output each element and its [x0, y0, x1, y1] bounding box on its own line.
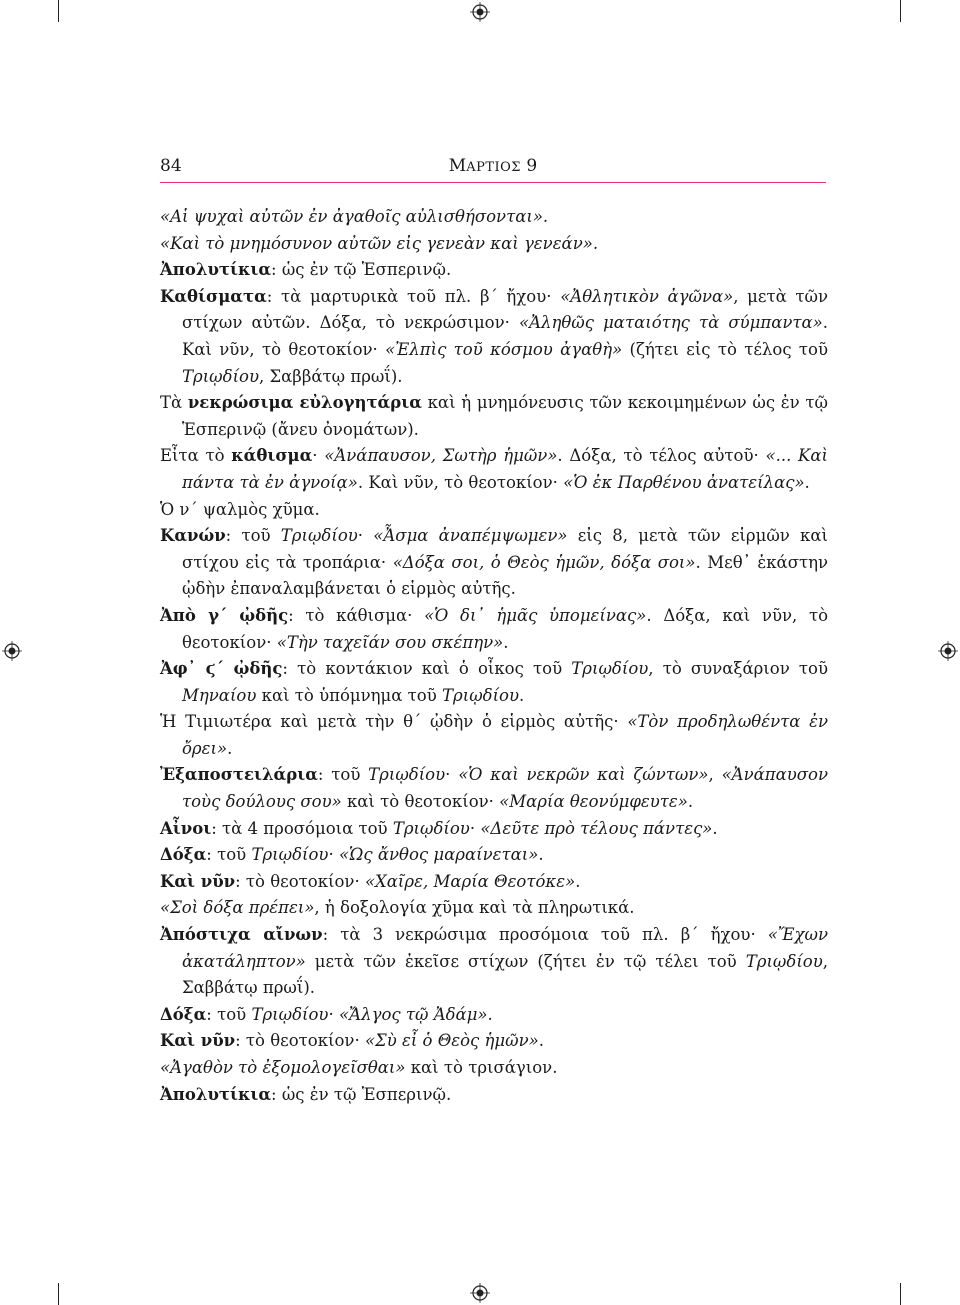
plain-text: ·	[328, 845, 339, 865]
italic-text: «Ἀγαθὸν τὸ ἐξομολογεῖσθαι»	[160, 1058, 406, 1077]
italic-text: «... Καὶ πάντα τὰ ἐν ἀγνοίᾳ»	[182, 446, 828, 492]
italic-text: «Ἆσμα ἀναπέμψωμεν»	[373, 526, 568, 546]
rubric-paragraph	[160, 922, 828, 1002]
plain-text: .	[487, 1004, 493, 1024]
bold-heading: Ἐξαποστειλάρια	[160, 765, 318, 785]
bold-heading: Ἀπολυτίκια	[160, 260, 272, 280]
rubric-paragraph	[160, 257, 828, 284]
rubric-paragraph	[160, 1028, 828, 1055]
plain-text: : τοῦ	[206, 845, 252, 865]
italic-text: Τριῳδίου	[745, 951, 823, 971]
rubric-paragraph	[160, 231, 828, 258]
crop-mark-top-left	[58, 0, 59, 22]
italic-text: «Μαρία θεονύμφευτε»	[499, 792, 688, 812]
plain-text: Εἶτα τὸ	[160, 446, 232, 466]
plain-text: : τὸ θεοτοκίον·	[235, 1031, 365, 1051]
header-month-initial: Μ	[448, 156, 467, 176]
rubric-paragraph	[160, 1082, 828, 1109]
italic-text: Τριῳδίου	[442, 685, 520, 705]
header-rule	[160, 182, 826, 183]
plain-text: .	[227, 738, 233, 758]
bold-heading: Ἀπόστιχα αἴνων	[160, 925, 323, 945]
rubric-paragraph	[160, 204, 828, 231]
bold-heading: Αἶνοι	[160, 818, 212, 838]
plain-text: . Μεθ᾽ ἑκάστην ᾠδὴν ἐπαναλαμβάνεται ὁ εἱρμὸς αὐτῆς.	[182, 552, 828, 599]
plain-text: ·	[445, 765, 459, 785]
plain-text: : τοῦ	[206, 1004, 252, 1024]
italic-text: «Ἀνάπαυσον τοὺς δούλους σου»	[182, 765, 828, 812]
bold-heading: Ἀφ᾽ ϛ΄ ᾠδῆς	[160, 659, 283, 679]
plain-text: , μετὰ τῶν στίχων αὐτῶν. Δόξα, τὸ νεκρώσιμον·	[182, 286, 829, 333]
registration-mark-top-icon	[470, 2, 490, 22]
rubric-paragraph	[160, 523, 828, 603]
plain-text: εἰς 8, μετὰ τῶν εἱρμῶν καὶ στίχου εἰς τὰ τροπάρια·	[182, 526, 828, 572]
italic-text: Τριῳδίου	[368, 765, 446, 785]
italic-text: «Σὺ εἶ ὁ Θεὸς ἡμῶν»	[364, 1031, 539, 1051]
rubric-paragraph	[160, 842, 828, 869]
plain-text: . Δόξα, καὶ νῦν, τὸ θεοτοκίον·	[182, 605, 829, 652]
plain-text: : τὰ μαρτυρικὰ τοῦ πλ. β΄ ἤχου·	[266, 286, 561, 306]
plain-text: Τὰ	[160, 393, 188, 413]
plain-text: .	[538, 845, 544, 865]
italic-text: «Αἱ ψυχαὶ αὐτῶν ἐν ἀγαθοῖς αὐλισθήσονται».	[160, 207, 549, 226]
bold-heading: Ἀπὸ γ΄ ᾠδῆς	[160, 605, 289, 625]
rubric-paragraph	[160, 895, 828, 922]
crop-mark-top-right	[900, 0, 901, 22]
plain-text: : ὡς ἐν τῷ Ἑσπερινῷ.	[271, 260, 452, 280]
plain-text: καὶ τὸ τρισάγιον.	[405, 1058, 558, 1077]
plain-text: .	[503, 632, 509, 652]
header-day: 9	[526, 156, 538, 176]
rubric-paragraph	[160, 869, 828, 896]
plain-text: , Σαββάτῳ πρωΐ).	[182, 951, 828, 998]
header-month-rest: ΑΡΤΙΟΣ	[466, 160, 521, 175]
italic-text: «Ἀνάπαυσον, Σωτὴρ ἡμῶν»	[324, 446, 558, 466]
italic-text: «Ἔχων ἀκατάληπτον»	[182, 925, 828, 971]
italic-text: «Ἄλγος τῷ Ἀδάμ»	[338, 1004, 488, 1024]
bold-heading: Καὶ νῦν	[160, 1031, 236, 1051]
rubric-paragraph	[160, 497, 828, 524]
italic-text: Τριῳδίου	[571, 659, 649, 679]
plain-text: καὶ τὸ ὑπόμνημα τοῦ	[256, 685, 443, 705]
bold-heading: Δόξα	[160, 1004, 207, 1024]
registration-mark-right-icon	[938, 641, 958, 661]
italic-text: Τριῳδίου	[280, 526, 358, 546]
running-header	[160, 156, 826, 182]
plain-text: : τὰ 4 προσόμοια τοῦ	[211, 818, 393, 838]
plain-text: .	[712, 818, 718, 838]
rubric-paragraph	[160, 603, 828, 656]
plain-text: . Καὶ νῦν, τὸ θεοτοκίον·	[182, 313, 829, 359]
plain-text: : τὰ 3 νεκρώσιμα προσόμοια τοῦ πλ. β΄ ἤχου·	[322, 925, 768, 945]
italic-text: Τριῳδίου	[251, 845, 329, 865]
plain-text: καὶ ἡ μνημόνευσις τῶν κεκοιμημένων ὡς ἐν τῷ Ἑσπερινῷ (ἄνευ ὀνομάτων).	[182, 393, 828, 439]
plain-text: (ζήτει εἰς τὸ τέλος τοῦ	[622, 339, 828, 359]
plain-text: , ἡ δοξολογία χῦμα καὶ τὰ πληρωτικά.	[314, 898, 635, 918]
plain-text: ·	[328, 1004, 339, 1024]
registration-mark-bottom-icon	[470, 1283, 490, 1303]
crop-mark-bottom-left	[58, 1283, 59, 1305]
bold-heading: Κανών	[160, 526, 226, 546]
bold-heading: Δόξα	[160, 845, 207, 865]
italic-text: «Χαῖρε, Μαρία Θεοτόκε»	[364, 871, 576, 891]
plain-text: ·	[469, 818, 481, 838]
plain-text: : τοῦ	[225, 526, 281, 546]
registration-mark-left-icon	[2, 641, 22, 661]
bold-heading: κάθισμα	[231, 446, 313, 466]
bold-heading: Ἀπολυτίκια	[160, 1084, 272, 1104]
plain-text: : τὸ κάθισμα·	[288, 605, 425, 625]
plain-text: μετὰ τῶν ἐκεῖσε στίχων (ζήτει ἐν τῷ τέλει τοῦ	[305, 951, 746, 971]
plain-text: .	[687, 792, 694, 812]
italic-text: Τριῳδίου	[251, 1004, 329, 1024]
bold-heading: Καθίσματα	[160, 286, 267, 306]
crop-mark-bottom-right	[900, 1283, 901, 1305]
rubric-paragraph	[160, 284, 828, 390]
italic-text: «Ὡς ἄνθος μαραίνεται»	[338, 845, 539, 865]
plain-text: , τὸ συναξάριον τοῦ	[648, 659, 828, 679]
italic-text: «Τὸν προδηλωθέντα ἐν ὄρει»	[182, 712, 828, 758]
header-title	[160, 156, 826, 176]
italic-text: «Ὁ καὶ νεκρῶν καὶ ζώντων»	[458, 765, 709, 785]
bold-heading: Καὶ νῦν	[160, 871, 236, 891]
rubric-paragraph	[160, 390, 828, 443]
plain-text: . Δόξα, τὸ τέλος αὐτοῦ·	[557, 446, 766, 466]
plain-text: Ἡ Τιμιωτέρα καὶ μετὰ τὴν θ΄ ᾠδὴν ὁ εἱρμὸς αὐτῆς·	[160, 712, 628, 732]
plain-text: ·	[312, 446, 325, 466]
plain-text: .	[519, 685, 525, 705]
bold-heading: νεκρώσιμα εὐλογητάρια	[187, 393, 422, 413]
page-number: 84	[160, 156, 182, 176]
plain-text: : τὸ θεοτοκίον·	[235, 871, 365, 891]
italic-text: «Δεῦτε πρὸ τέλους πάντες»	[480, 818, 713, 838]
rubric-paragraph	[160, 709, 828, 762]
italic-text: «Ὁ ἐκ Παρθένου ἀνατείλας»	[563, 472, 805, 492]
italic-text: «Ἐλπὶς τοῦ κόσμου ἀγαθὴ»	[385, 339, 623, 359]
rubric-paragraph	[160, 1002, 828, 1029]
italic-text: «Ἀληθῶς ματαιότης τὰ σύμπαντα»	[519, 313, 823, 333]
italic-text: Μηναίου	[182, 685, 257, 705]
italic-text: Τριῳδίου	[182, 366, 259, 386]
plain-text: ·	[357, 526, 374, 546]
plain-text: Ὁ ν΄ ψαλμὸς χῦμα.	[160, 499, 320, 519]
plain-text: ,	[708, 765, 722, 785]
plain-text: : τοῦ	[317, 765, 369, 785]
rubric-paragraph	[160, 1055, 828, 1082]
italic-text: «Τὴν ταχεῖάν σου σκέπην»	[276, 632, 504, 652]
plain-text: .	[804, 472, 810, 492]
italic-text: «Ἀθλητικὸν ἀγῶνα»	[560, 286, 734, 306]
italic-text: «Ὁ δι᾽ ἡμᾶς ὑπομείνας»	[424, 605, 647, 625]
plain-text: .	[538, 1031, 544, 1051]
plain-text: .	[575, 871, 581, 891]
rubric-paragraph	[160, 816, 828, 843]
italic-text: Τριῳδίου	[392, 818, 470, 838]
italic-text: «Δόξα σοι, ὁ Θεὸς ἡμῶν, δόξα σοι»	[392, 552, 696, 572]
plain-text: : ὡς ἐν τῷ Ἑσπερινῷ.	[271, 1084, 452, 1104]
rubric-paragraph	[160, 762, 828, 815]
plain-text: καὶ τὸ θεοτοκίον·	[341, 792, 500, 812]
rubric-paragraph	[160, 656, 828, 709]
italic-text: «Σοὶ δόξα πρέπει»	[160, 898, 315, 918]
page-body	[160, 204, 828, 1108]
plain-text: . Καὶ νῦν, τὸ θεοτοκίον·	[357, 472, 564, 492]
italic-text: «Καὶ τὸ μνημόσυνον αὐτῶν εἰς γενεὰν καὶ γενεάν».	[160, 233, 599, 253]
plain-text: , Σαββάτῳ πρωΐ).	[259, 366, 403, 386]
rubric-paragraph	[160, 443, 828, 496]
plain-text: : τὸ κοντάκιον καὶ ὁ οἶκος τοῦ	[282, 659, 572, 679]
